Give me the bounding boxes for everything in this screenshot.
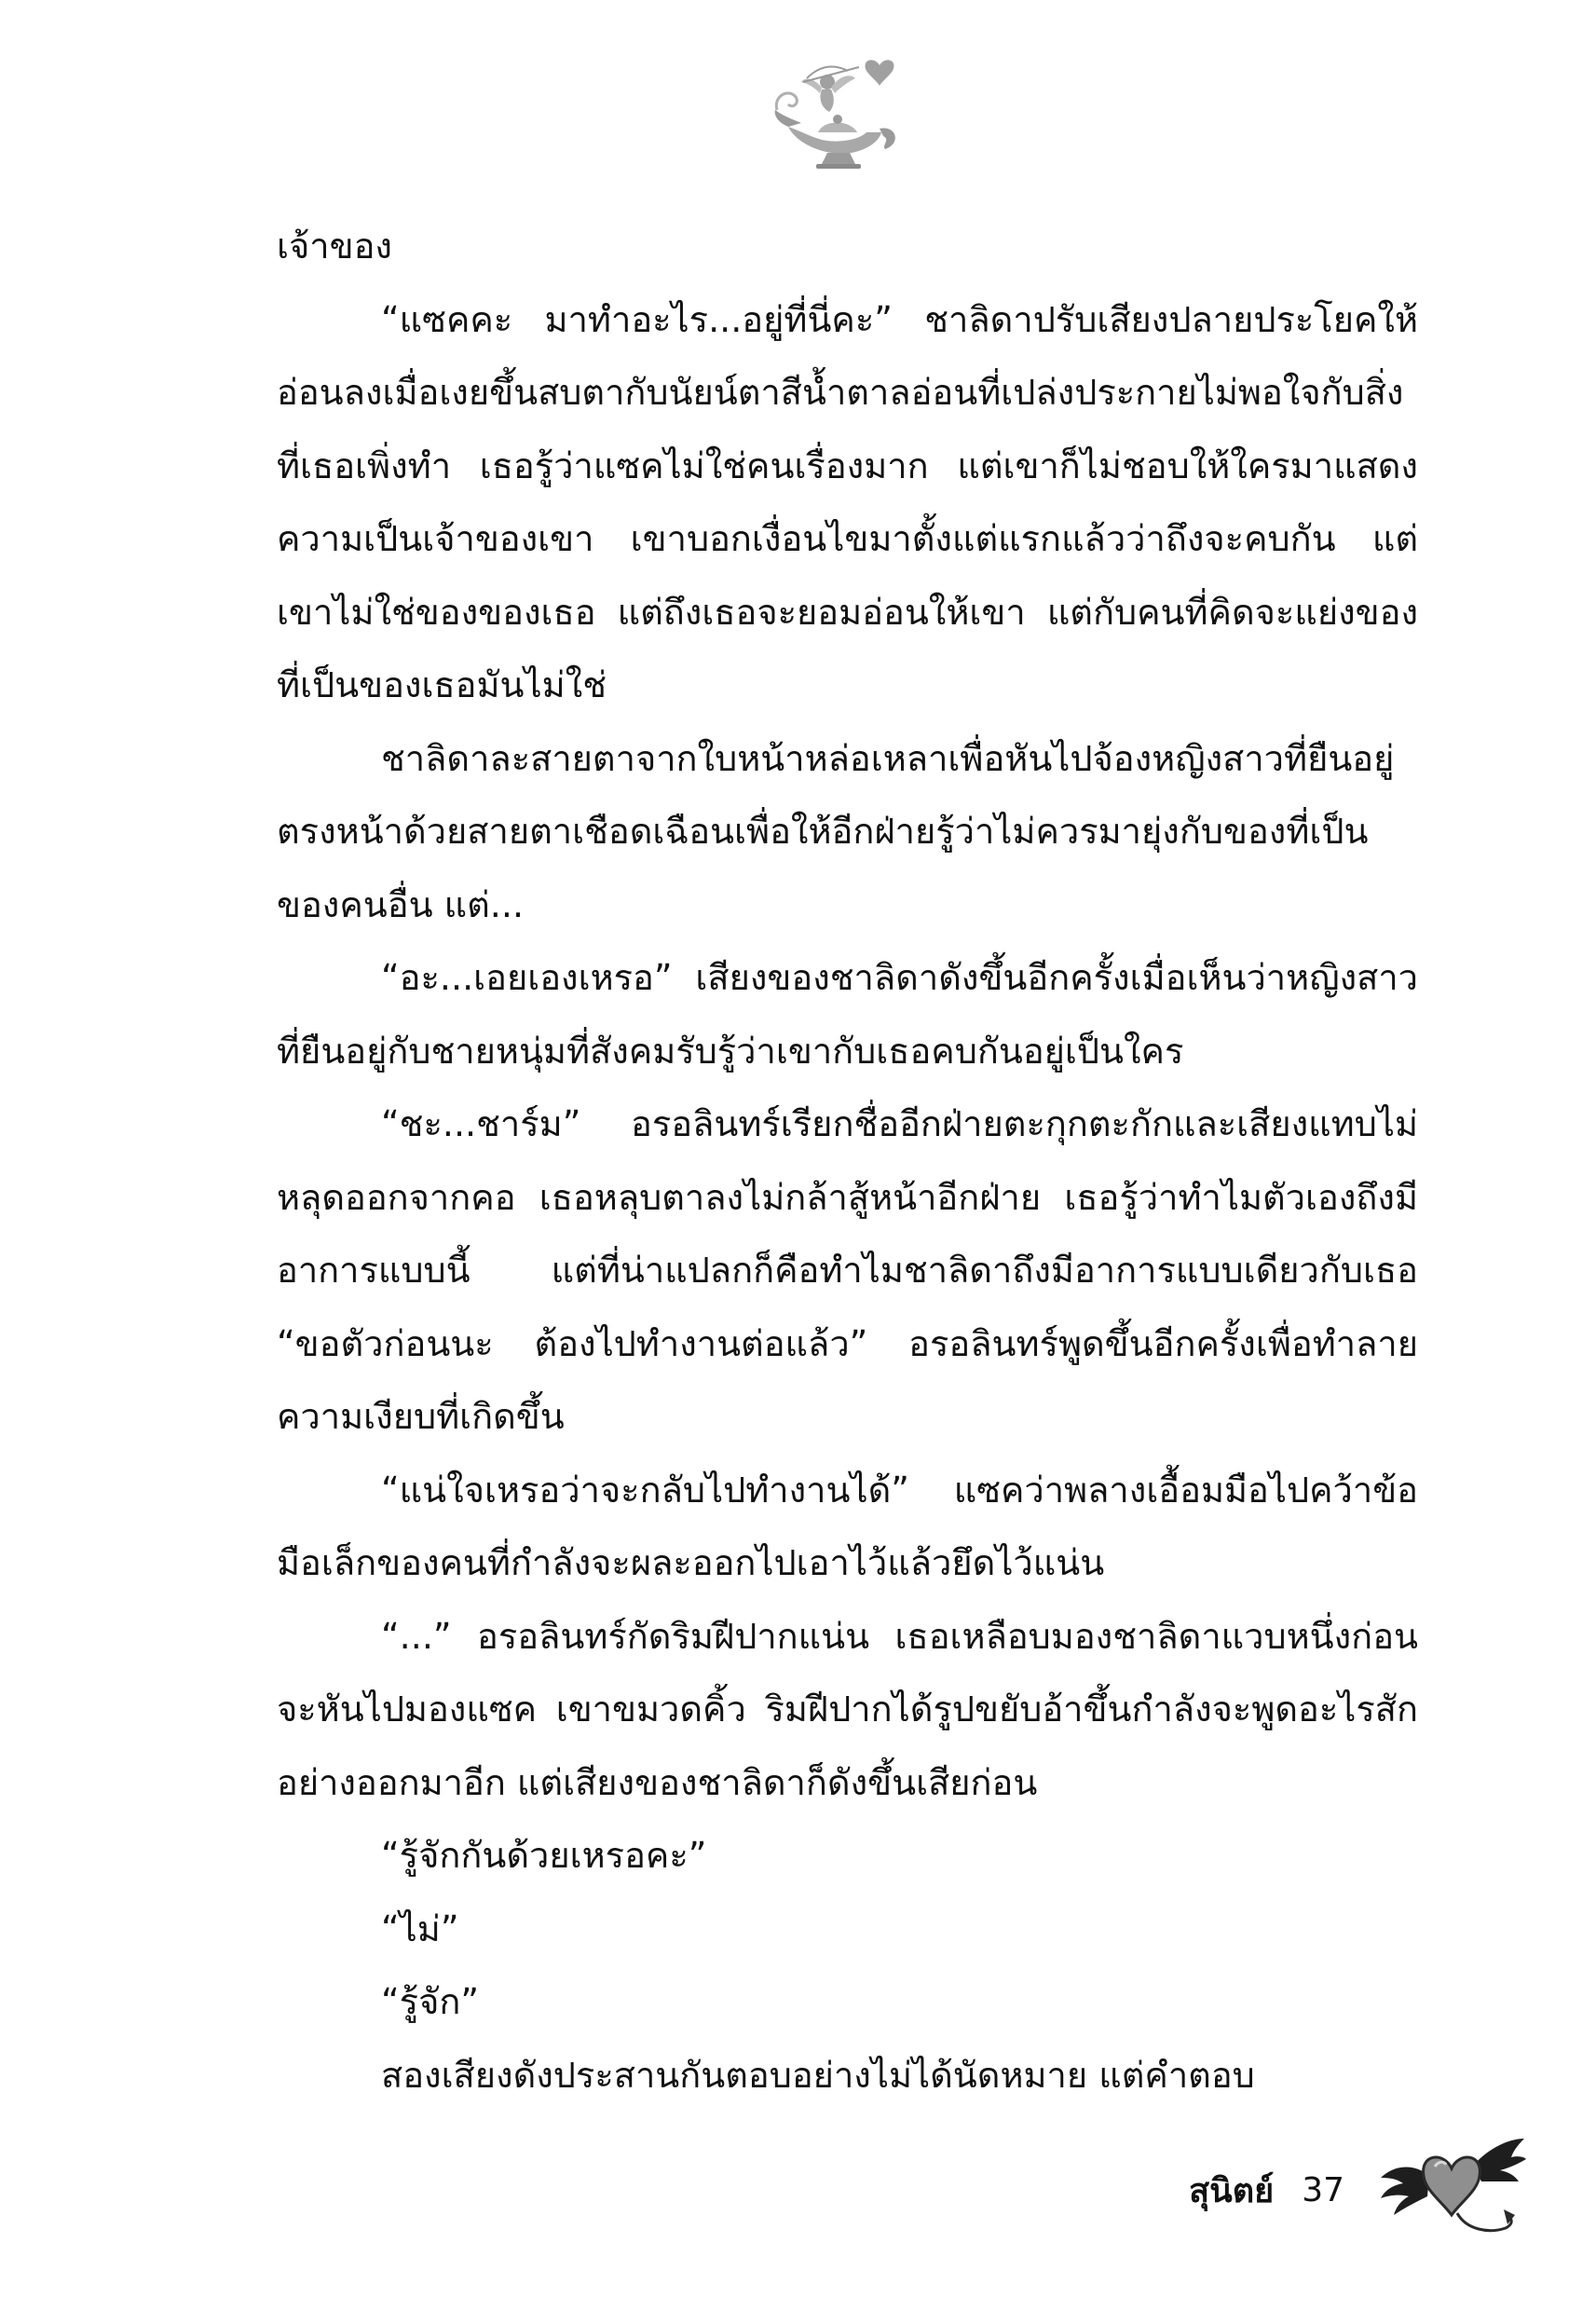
body-text <box>277 210 1418 2112</box>
genie-lamp-with-cupid-icon <box>770 54 909 175</box>
paragraph: “อะ...เอยเองเหรอ” เสียงของชาลิดาดังขึ้นอีกครั้งเมื่อเห็นว่าหญิงสาวที่ยืนอยู่กับชายหนุ่มที่สังคมรับรู้ว่าเขากับเธอคบกันอยู่เป็นใคร <box>277 957 1418 1072</box>
paragraph: “...” อรอลินทร์กัดริมฝีปากแน่น เธอเหลือบมองชาลิดาแวบหนึ่งก่อนจะหันไปมองแซค เขาขมวดคิ้ว ริมฝีปากได้รูปขยับอ้าขึ้นกำลังจะพูดอะไรสักอย่างออกมาอีก แต่เสียงของชาลิดาก็ดังขึ้นเสียก่อน <box>277 1615 1418 1803</box>
paragraph: “ชะ...ชาร์ม” อรอลินทร์เรียกชื่ออีกฝ่ายตะกุกตะกักและเสียงแทบไม่หลุดออกจากคอ เธอหลุบตาลงไม่กล้าสู้หน้าอีกฝ่าย เธอรู้ว่าทำไมตัวเองถึงมีอาการแบบนี้ แต่ที่น่าแปลกก็คือทำไมชาลิดาถึงมีอาการแบบเดียวกับเธอ “ขอตัวก่อนนะ ต้องไปทำงานต่อแล้ว” อรอลินทร์พูดขึ้นอีกครั้งเพื่อทำลายความเงียบที่เกิดขึ้น <box>277 1103 1418 1437</box>
paragraph: “รู้จักกันด้วยเหรอคะ” <box>381 1835 707 1876</box>
page-footer <box>1189 2165 1344 2215</box>
paragraph: “แซคคะ มาทำอะไร...อยู่ที่นี่คะ” ชาลิดาปรับเสียงปลายประโยคให้อ่อนลงเมื่อเงยขึ้นสบตากับนัยน์ตาสีน้ำตาลอ่อนที่เปล่งประกายไม่พอใจกับสิ่งที่เธอเพิ่งทำ เธอรู้ว่าแซคไม่ใช่คนเรื่องมาก แต่เขาก็ไม่ชอบให้ใครมาแสดงความเป็นเจ้าของเขา เขาบอกเงื่อนไขมาตั้งแต่แรกแล้วว่าถึงจะคบกัน แต่เขาไม่ใช่ของของเธอ แต่ถึงเธอจะยอมอ่อนให้เขา แต่กับคนที่คิดจะแย่งของที่เป็นของเธอมันไม่ใช่ <box>277 298 1418 705</box>
paragraph: เจ้าของ <box>277 226 392 267</box>
author-name: สุนิตย์ <box>1189 2171 1275 2210</box>
paragraph: สองเสียงดังประสานกันตอบอย่างไม่ได้นัดหมาย แต่คำตอบ <box>381 2054 1255 2096</box>
paragraph: ชาลิดาละสายตาจากใบหน้าหล่อเหลาเพื่อหันไปจ้องหญิงสาวที่ยืนอยู่ตรงหน้าด้วยสายตาเชือดเฉือนเพื่อให้อีกฝ่ายรู้ว่าไม่ควรมายุ่งกับของที่เป็นของคนอื่น แต่... <box>277 737 1395 925</box>
paragraph: “แน่ใจเหรอว่าจะกลับไปทำงานได้” แซคว่าพลางเอื้อมมือไปคว้าข้อมือเล็กของคนที่กำลังจะผละออกไปเอาไว้แล้วยึดไว้แน่น <box>277 1469 1418 1583</box>
paragraph: “ไม่” <box>381 1908 459 1949</box>
winged-heart-icon <box>1377 2111 1526 2250</box>
paragraph: “รู้จัก” <box>381 1981 480 2022</box>
page-number: 37 <box>1302 2170 1344 2209</box>
